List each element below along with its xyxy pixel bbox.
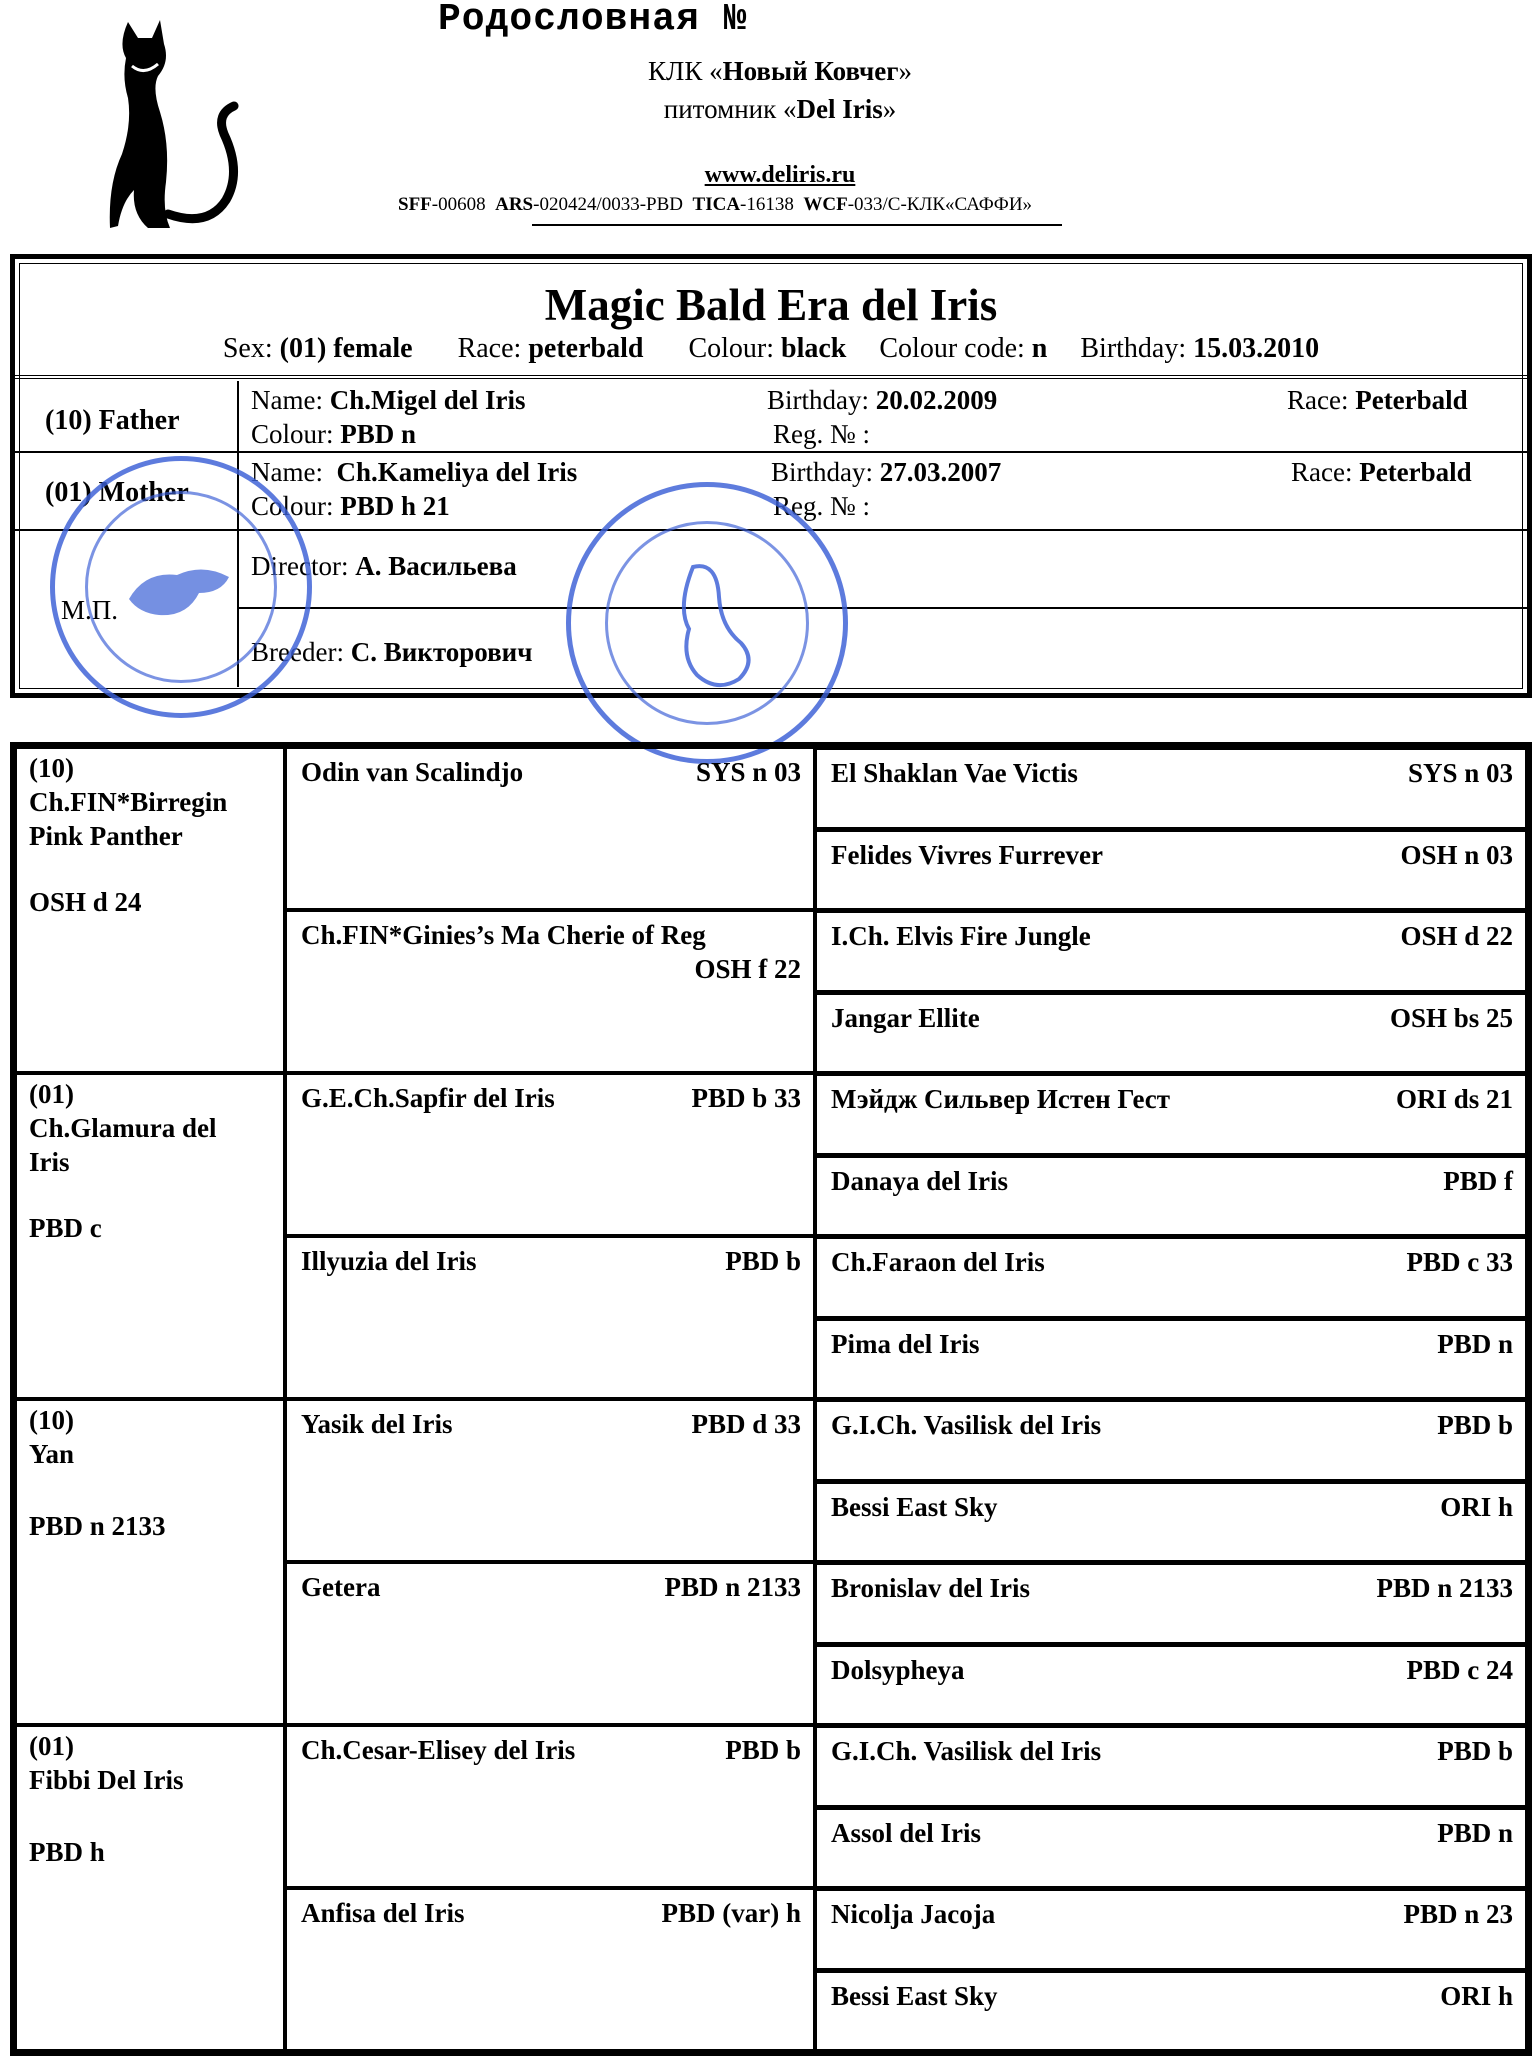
registration-underline	[532, 224, 1062, 226]
pedigree-name: Anfisa del Iris	[301, 1898, 465, 1928]
pedigree-great-grandparent-cell	[815, 747, 1527, 829]
pedigree-name: Bessi East Sky	[831, 1491, 998, 1522]
pedigree-great-grandparent-cell	[815, 1155, 1527, 1237]
pedigree-great-grandparent-cell	[815, 1888, 1527, 1970]
cat-name: Magic Bald Era del Iris	[544, 280, 998, 330]
pedigree-name: Ch.FIN*Birregin Pink Panther	[29, 787, 228, 851]
pedigree-code: PBD c 24	[1406, 1654, 1513, 1685]
seal-placeholder: М.П.	[61, 595, 119, 625]
mother-colour: Colour: PBD h 21	[251, 491, 450, 521]
pedigree-code: PBD b	[1437, 1736, 1513, 1766]
pedigree-parent-cell	[15, 1073, 285, 1399]
pedigree-code: OSH f 22	[694, 954, 801, 984]
pedigree-entry	[29, 1729, 259, 1797]
pedigree-table	[10, 742, 1532, 2056]
pedigree-name: Ch.FIN*Ginies’s Ma Cherie of Reg	[301, 920, 706, 950]
pedigree-name: Yasik del Iris	[301, 1409, 453, 1439]
pedigree-code: PBD (var) h	[661, 1898, 801, 1928]
pedigree-name: Bessi East Sky	[831, 1980, 998, 2011]
club-line: КЛК «Новый Ковчег»	[648, 56, 912, 86]
pedigree-name: Yan	[29, 1439, 75, 1469]
pedigree-code: PBD n 2133	[29, 1511, 166, 1541]
pedigree-name: Danaya del Iris	[831, 1165, 1009, 1196]
website-link[interactable]: www.deliris.ru	[704, 162, 856, 188]
pedigree-grandparent-cell	[285, 1236, 815, 1399]
pedigree-name: Getera	[301, 1572, 381, 1602]
pedigree-code: OSH d 22	[1400, 921, 1513, 951]
cattery-name: Del Iris	[796, 94, 883, 124]
pedigree-code: PBD h	[29, 1837, 105, 1867]
pedigree-parent-cell	[15, 747, 285, 1073]
divider	[237, 607, 1527, 609]
pedigree-parent-cell	[15, 1725, 285, 2051]
pedigree-code: PBD b	[725, 1246, 801, 1276]
pedigree-grandparent-cell	[285, 1562, 815, 1725]
pedigree-grandparent-cell	[285, 747, 815, 910]
pedigree-code: PBD n 2133	[1376, 1573, 1513, 1603]
pedigree-code: OSH bs 25	[1389, 1002, 1513, 1033]
pedigree-great-grandparent-cell	[815, 1562, 1527, 1644]
pedigree-code: ORI h	[1440, 1980, 1513, 2011]
father-colour: Colour: PBD n	[251, 419, 417, 449]
pedigree-code: PBD b	[725, 1735, 801, 1765]
pedigree-name: Мэйдж Сильвер Истен Гест	[831, 1084, 1171, 1114]
pedigree-name: Jangar Ellite	[831, 1002, 980, 1033]
club-stamp-icon	[50, 456, 312, 718]
father-birthday: Birthday: 20.02.2009	[767, 385, 998, 415]
pedigree-name: Illyuzia del Iris	[301, 1246, 477, 1276]
mother-birthday: Birthday: 27.03.2007	[771, 457, 1002, 487]
pedigree-code: PBD b	[1437, 1410, 1513, 1440]
pedigree-name: Bronislav del Iris	[831, 1573, 1031, 1603]
divider	[15, 451, 1527, 453]
pedigree-code: PBD d 33	[691, 1409, 801, 1439]
pedigree-code: SYS n 03	[1407, 758, 1513, 788]
pedigree-great-grandparent-cell	[815, 1481, 1527, 1563]
mother-reg: Reg. № :	[773, 491, 871, 521]
pedigree-sex: (01)	[29, 1731, 74, 1761]
mother-race: Race: Peterbald	[1291, 457, 1472, 487]
pedigree-great-grandparent-cell	[815, 1318, 1527, 1400]
cat-logo-icon	[108, 14, 278, 234]
pedigree-name: Ch.Cesar-Elisey del Iris	[301, 1735, 576, 1765]
pedigree-name: Ch.Glamura del Iris	[29, 1113, 217, 1177]
cat-race: peterbald	[528, 333, 644, 364]
pedigree-sex: (01)	[29, 1079, 74, 1109]
pedigree-name: Nicolja Jacoja	[831, 1899, 996, 1929]
mother-label: (01) Mother	[45, 477, 189, 508]
pedigree-code: PBD c	[29, 1213, 102, 1243]
pedigree-name: Dolsypheya	[831, 1654, 965, 1685]
federation-stamp-icon	[566, 482, 848, 764]
cat-colour-code: n	[1031, 333, 1048, 364]
pedigree-entry	[29, 1403, 259, 1471]
pedigree-code: PBD b 33	[691, 1083, 801, 1113]
pedigree-great-grandparent-cell	[815, 1807, 1527, 1889]
father-label: (10) Father	[45, 405, 180, 436]
pedigree-code: PBD n 23	[1403, 1899, 1513, 1929]
pedigree-code: PBD n 2133	[664, 1572, 801, 1602]
pedigree-name: Assol del Iris	[831, 1817, 982, 1848]
pedigree-code: PBD f	[1443, 1165, 1513, 1196]
pedigree-great-grandparent-cell	[815, 992, 1527, 1074]
father-name: Name: Ch.Migel del Iris	[251, 385, 526, 415]
pedigree-great-grandparent-cell	[815, 910, 1527, 992]
pedigree-sex: (10)	[29, 1405, 74, 1435]
pedigree-code: ORI ds 21	[1395, 1084, 1513, 1114]
pedigree-parent-cell	[15, 1399, 285, 1725]
pedigree-name: Ch.Faraon del Iris	[831, 1247, 1045, 1277]
pedigree-name: G.E.Ch.Sapfir del Iris	[301, 1083, 555, 1113]
pedigree-great-grandparent-cell	[815, 1073, 1527, 1155]
pedigree-great-grandparent-cell	[815, 829, 1527, 911]
pedigree-code: OSH d 24	[29, 887, 142, 917]
father-race: Race: Peterbald	[1287, 385, 1468, 415]
pedigree-grandparent-cell	[285, 910, 815, 1073]
director-field: Director: А. Васильева	[251, 551, 517, 581]
pedigree-entry	[29, 1077, 259, 1179]
pedigree-code: PBD n	[1437, 1328, 1513, 1359]
pedigree-grandparent-cell	[285, 1888, 815, 2051]
pedigree-name: Odin van Scalindjo	[301, 757, 524, 787]
pedigree-great-grandparent-cell	[815, 1236, 1527, 1318]
pedigree-code: PBD c 33	[1406, 1247, 1513, 1277]
pedigree-code: PBD n	[1437, 1817, 1513, 1848]
pedigree-name: I.Ch. Elvis Fire Jungle	[831, 921, 1091, 951]
club-name: Новый Ковчег	[722, 56, 899, 86]
pedigree-grandparent-cell	[285, 1725, 815, 1888]
cat-birthday: 15.03.2010	[1193, 333, 1320, 364]
registration-numbers: SFF-00608 ARS-020424/0033-PBD TICA-16138 WCF-033/С-КЛК«САФФИ»	[398, 194, 1033, 215]
mother-name: Name: Ch.Kameliya del Iris	[251, 457, 578, 487]
breeder-field: Breeder: С. Викторович	[251, 637, 533, 667]
pedigree-grandparent-cell	[285, 1073, 815, 1236]
pedigree-code: OSH n 03	[1400, 839, 1513, 870]
pedigree-great-grandparent-cell	[815, 1725, 1527, 1807]
father-reg: Reg. № :	[773, 419, 871, 449]
pedigree-great-grandparent-cell	[815, 1644, 1527, 1726]
document-title: Родословная №	[438, 0, 748, 41]
pedigree-code: SYS n 03	[695, 757, 801, 787]
pedigree-sex: (10)	[29, 753, 74, 783]
pedigree-name: Pima del Iris	[831, 1328, 980, 1359]
pedigree-code: ORI h	[1440, 1491, 1513, 1522]
pedigree-name: G.I.Ch. Vasilisk del Iris	[831, 1736, 1102, 1766]
pedigree-name: Felides Vivres Furrever	[831, 839, 1103, 870]
pedigree-name: G.I.Ch. Vasilisk del Iris	[831, 1410, 1102, 1440]
pedigree-entry	[29, 751, 259, 853]
cat-colour: black	[781, 333, 847, 364]
pedigree-great-grandparent-cell	[815, 1399, 1527, 1481]
divider	[15, 375, 1527, 379]
pedigree-great-grandparent-cell	[815, 1970, 1527, 2052]
cat-details: Sex: (01) female Race: peterbald Colour: black Colour code: n Birthday: 15.03.2010	[222, 333, 1320, 364]
pedigree-grandparent-cell	[285, 1399, 815, 1562]
pedigree-name: Fibbi Del Iris	[29, 1765, 184, 1795]
cattery-line: питомник «Del Iris»	[663, 94, 897, 124]
cat-sex: (01) female	[279, 333, 413, 364]
pedigree-name: El Shaklan Vae Victis	[831, 758, 1078, 788]
